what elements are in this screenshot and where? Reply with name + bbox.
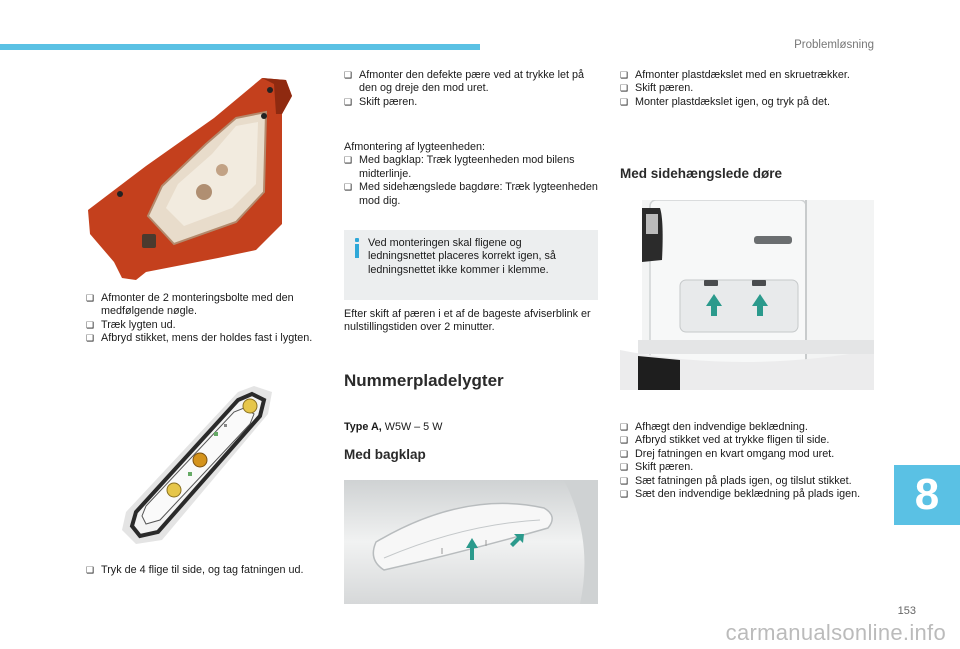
instructions-side-doors: [620, 421, 870, 501]
list-item: ❑ Sæt den indvendige beklædning på plads igen.: [620, 488, 861, 501]
bulb-type: [344, 421, 600, 434]
removal-title: Afmontering af lygteenheden:: [344, 141, 486, 153]
bullet-marker-icon: ❑: [344, 70, 353, 80]
info-icon: [354, 238, 360, 258]
heading-side-doors: Med sidehængslede døre: [620, 166, 783, 181]
instructions-plate-lamp: [620, 69, 870, 109]
list-item: ❑ Afbryd stikket ved at trykke fligen til side.: [620, 434, 830, 447]
bullet-marker-icon: ❑: [86, 319, 95, 330]
bullet-marker-icon: ❑: [620, 448, 629, 459]
bullet-marker-icon: ❑: [620, 70, 629, 80]
bulb-type-value: W5W – 5 W: [381, 421, 443, 433]
instructions-lamp-removal: [86, 292, 326, 346]
bulb-type-label: Type A,: [344, 421, 382, 433]
heading-number-plate-lamps: Nummerpladelygter: [344, 371, 504, 390]
bullet-marker-icon: ❑: [344, 155, 353, 166]
list-item: ❑ Træk lygten ud.: [86, 318, 176, 331]
bullet-marker-icon: ❑: [86, 333, 95, 344]
rear-lamp-illustration: [86, 74, 298, 282]
tailgate-photo: [344, 480, 598, 604]
list-item: ❑ Skift pæren.: [344, 95, 418, 108]
bullet-marker-icon: ❑: [620, 435, 629, 446]
bullet-marker-icon: ❑: [86, 293, 95, 303]
page-number: 153: [897, 605, 916, 617]
bullet-marker-icon: ❑: [620, 83, 629, 94]
bullet-marker-icon: ❑: [620, 489, 629, 500]
bullet-marker-icon: ❑: [344, 96, 353, 107]
indicator-reset-note: Efter skift af pæren i et af de bageste afviserblink er nulstillingstiden over 2 minutter.: [344, 308, 591, 334]
chapter-tab: 8: [894, 465, 960, 525]
bullet-marker-icon: ❑: [86, 565, 95, 575]
list-item: ❑ Afmonter de 2 monteringsbolte med den medfølgende nøgle.: [86, 292, 294, 318]
instructions-lamp-unit-removal: [344, 141, 600, 208]
list-item: ❑ Sæt fatningen på plads igen, og tilslut stikket.: [620, 474, 852, 487]
info-note: [344, 230, 598, 300]
list-item: ❑ Afhægt den indvendige beklædning.: [620, 421, 808, 433]
bulb-holder-illustration: [114, 380, 278, 548]
list-item: ❑ Afbryd stikket, mens der holdes fast i lygten.: [86, 332, 313, 345]
list-item: ❑ Monter plastdækslet igen, og tryk på det.: [620, 95, 831, 108]
bullet-marker-icon: ❑: [344, 182, 353, 193]
list-item: ❑ Med bagklap: Træk lygteenheden mod bilens midterlinje.: [344, 154, 575, 180]
watermark: carmanualsonline.info: [725, 620, 946, 645]
instructions-bulb-change: [344, 69, 600, 109]
bullet-marker-icon: ❑: [620, 475, 629, 486]
header-accent-bar: [0, 44, 480, 50]
list-item: ❑ Drej fatningen en kvart omgang mod uret.: [620, 447, 835, 460]
instructions-bulb-holder: [86, 564, 326, 577]
section-title: Problemløsning: [794, 39, 874, 51]
list-item: ❑ Skift pæren.: [620, 461, 694, 474]
list-item: ❑ Afmonter plastdækslet med en skruetrækker.: [620, 69, 850, 81]
bullet-marker-icon: ❑: [620, 422, 629, 432]
list-item: ❑ Skift pæren.: [620, 82, 694, 95]
list-item: ❑ Med sidehængslede bagdøre: Træk lygteenheden mod dig.: [344, 181, 598, 207]
list-item: ❑ Tryk de 4 flige til side, og tag fatningen ud.: [86, 564, 304, 576]
list-item: ❑ Afmonter den defekte pære ved at trykke let på den og dreje den mod uret.: [344, 69, 585, 95]
heading-tailgate: Med bagklap: [344, 447, 426, 462]
info-note-text: Ved monteringen skal fligene og ledningsnettet placeres korrekt igen, så ledningsnettet ikke kommer i klemme.: [368, 237, 556, 276]
bullet-marker-icon: ❑: [620, 462, 629, 473]
bullet-marker-icon: ❑: [620, 96, 629, 107]
side-doors-photo: [620, 200, 874, 390]
